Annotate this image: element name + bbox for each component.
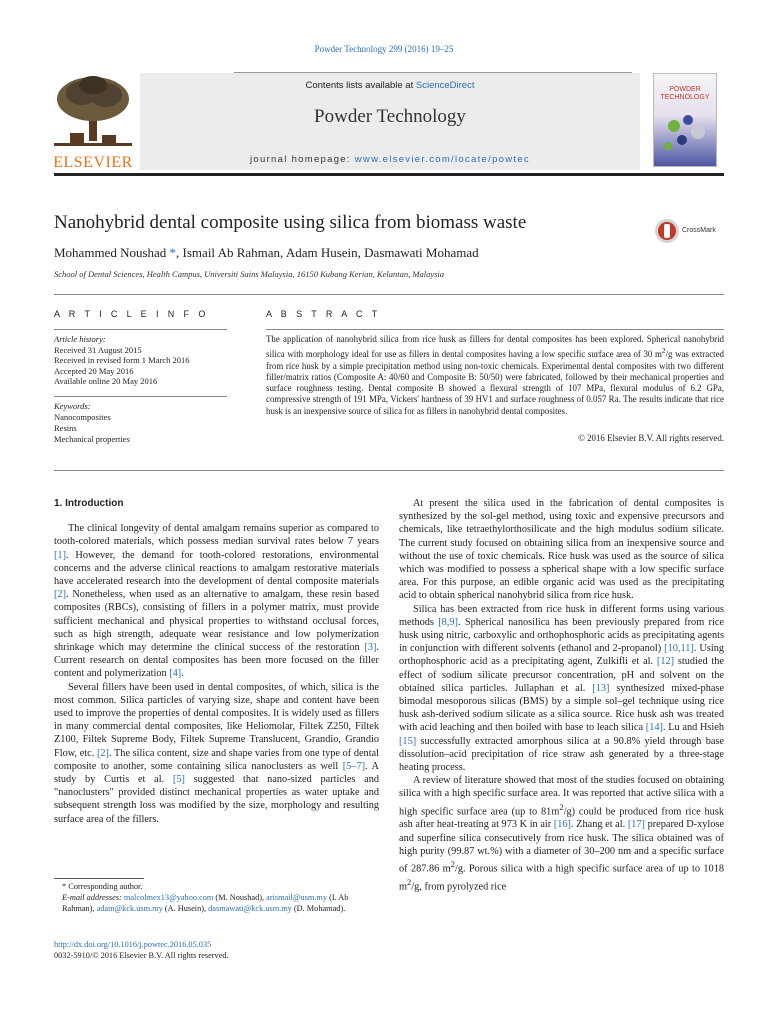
citation-link[interactable]: [12] (656, 656, 675, 668)
citation-link[interactable]: [16] (553, 819, 571, 831)
keywords-label: Keywords: (54, 401, 91, 411)
text-run: /g. Porous silica with a high specific surface area of up to 1018 m (399, 863, 724, 892)
citation-link[interactable]: [2] (96, 747, 109, 759)
doi-link[interactable]: http://dx.doi.org/10.1016/j.powtec.2016.05.035 (54, 940, 212, 949)
text-run: . Spherical nanosilica has been previously prepared from rice husk using nitric, carboxylic and orthophosphoric acids as precipitating agents in conjunction with different solvents (ethanol and 2-propanol) (399, 616, 724, 655)
article-info-heading: A R T I C L E I N F O (54, 309, 209, 319)
paper-title: Nanohybrid dental composite using silica from biomass waste (54, 212, 527, 233)
abstract-divider (54, 470, 724, 471)
journal-homepage (140, 154, 640, 165)
elsevier-tree-icon (52, 73, 134, 147)
text-run: . However, the demand for tooth-colored restorations, environmental concerns and the adverse clinical reactions to amalgam restorative materials have accelerated research into the development of dental composite materials (54, 549, 379, 588)
paragraph (54, 681, 379, 826)
keywords (54, 401, 234, 445)
superscript: 2 (407, 876, 412, 887)
section-heading: 1. Introduction (54, 498, 124, 509)
email-link[interactable]: dasmawati@kck.usm.my (208, 903, 292, 913)
citation-link[interactable]: [4] (169, 668, 182, 680)
abstract-superscript: 2 (661, 346, 666, 356)
history-label: Article history: (54, 334, 106, 344)
paragraph (399, 603, 724, 775)
email-link[interactable]: adam@kck.usm.my (96, 903, 163, 913)
text-run: prepared D-xylose and superfine silica consecutively from rice husk. The silica obtained was of high purity (99.87 wt.%) with a diameter of 30–200 nm and a specific surface of 287.86 m (399, 819, 724, 875)
text-run: Several fillers have been used in dental composites, of which, silica is the most common. Silica particles of varying size, shape and content have been used to improve the properties of dental composites. It is widely used as fillers in many commercial dental composites, like Heliomolar, Filtek Z250, Filtek Z100, Filtek Supreme Body, Filtek Supreme Translucent, Grandio, Grandio Flow, etc. (54, 681, 379, 759)
text-run: A review of literature showed that most of the studies focused on obtaining silica with a high specific surface area. It was reported that active silica with a high specific surface area (up to 81m (399, 775, 724, 818)
homepage-prefix: journal homepage: (250, 154, 355, 165)
history-item: Received 31 August 2015 (54, 344, 142, 355)
header-thick-rule (54, 173, 724, 176)
affiliation: School of Dental Sciences, Health Campus, Universiti Sains Malaysia, 16150 Kubang Kerian, Kelantan, Malaysia (54, 269, 445, 279)
citation-link[interactable]: [10,11] (664, 643, 694, 655)
text-run: . Zhang et al. (570, 819, 628, 831)
text-run: . Lu and Hsieh (662, 722, 725, 734)
history-item: Received in revised form 1 March 2016 (54, 355, 190, 366)
keyword-item: Mechanical properties (54, 434, 130, 444)
text-run: . The silica content, size and shape varies from one type of dental composite to another, some containing silica nanoclusters as well (54, 747, 379, 772)
abstract-copyright: © 2016 Elsevier B.V. All rights reserved. (578, 433, 724, 443)
superscript: 2 (559, 801, 564, 812)
cover-artwork-icon (654, 74, 716, 166)
corresponding-author-note: * Corresponding author. (62, 882, 143, 891)
journal-cover-thumbnail[interactable] (653, 73, 717, 167)
superscript: 2 (450, 858, 455, 869)
citation-link[interactable]: [17] (627, 819, 645, 831)
text-run: studied the effect of sodium silicate precursor concentration, pH and solvent on the obtained silica particles. Jullaphan et al. (399, 656, 724, 694)
body-right-column (399, 497, 724, 893)
article-info-rule (54, 329, 227, 330)
contents-prefix: Contents lists available at (305, 80, 416, 91)
cover-title-line2: TECHNOLOGY (660, 94, 710, 101)
body-left-column (54, 497, 379, 826)
keywords-rule (54, 396, 227, 397)
sciencedirect-link[interactable]: ScienceDirect (415, 80, 475, 91)
history-item: Accepted 20 May 2016 (54, 365, 134, 376)
email-link[interactable]: arismail@usm.my (266, 892, 328, 902)
crossmark-label: CrossMark (682, 227, 716, 234)
text-run: . Current research on dental composites has been more focused on the filler content and polymerization (54, 642, 379, 680)
journal-reference[interactable]: Powder Technology 299 (2016) 19–25 (314, 44, 454, 54)
footnote-rule (54, 878, 144, 879)
text-run: successfully extracted amorphous silica at a 90.8% yield through base dissolution–acid precipitation of rice straw ash generated by a three-stage heating process. (399, 735, 724, 774)
page-footer (54, 940, 379, 962)
crossmark-badge[interactable] (654, 218, 734, 244)
text-run: The clinical longevity of dental amalgam remains superior as compared to tooth-colored materials, which possess median survival rates below 7 years (54, 523, 379, 548)
email-addresses (54, 893, 379, 915)
abstract-heading: A B S T R A C T (266, 309, 381, 319)
citation-link[interactable]: [5] (172, 774, 185, 786)
journal-name: Powder Technology (314, 106, 466, 127)
author-list (54, 245, 644, 261)
author-1: Mohammed Noushad (54, 245, 167, 260)
email-link[interactable]: malcolmex13@yahoo.com (123, 892, 214, 902)
issn-copyright: 0032-5910/© 2016 Elsevier B.V. All rights reserved. (54, 950, 229, 960)
email-owner: (M. Noushad), (213, 892, 267, 902)
abstract-part: The application of nanohybrid silica from rice husk as fillers for dental composites has been explored. Spherical nanohybrid silica with morphology ideal for use as fillers in dental composites having a low specific surface area of 30 m (266, 334, 724, 360)
text-run: suggested that nano-sized particles and "nanoclusters" provided distinct mechanical properties as water uptake and subsequent strength loss was modified by the size, morphology and resulting surface area of the fillers. (54, 774, 379, 825)
homepage-link[interactable]: www.elsevier.com/locate/powtec (354, 154, 530, 165)
text-run: synthesized mixed-phase bimodal mesoporous silicas (BMS) by a simple sol–gel technique using rice husk ash-derived sodium silicate as a silica source. Rice husk ash was treated with acid leaching and then boiled with base to leach silica (399, 682, 724, 734)
text-run: . Nonetheless, when used as an alternative to amalgam, these resin based composites (RBCs), consisting of fillers in a polymer matrix, must provide sufficient mechanical and physical properties to withstand occlusal forces, such as high strength, adequate wear resistance and low polymerization shrinkage which may determine the clinical success of the restoration (54, 589, 379, 654)
citation-link[interactable]: [5–7] (342, 760, 366, 772)
citation-link[interactable]: [1] (54, 549, 67, 561)
publisher-name: ELSEVIER (53, 154, 133, 171)
paragraph: At present the silica used in the fabrication of dental composites is synthesized by the sol-gel method, using toxic and expensive precursors and chemicals, like tetraethylorthosilicate and the high modulus sodium silicate. The current study focused on obtaining silica from an inexpensive source and without the use of toxic chemicals. Rice husk was used as the source of silica which was modified to possess a spherical shape with a low specific surface area. For this purpose, an edible organic acid was used as the precipitating acid to obtain spherical nanohybrid silica from rice husk. (399, 498, 724, 602)
paragraph (399, 774, 724, 893)
contents-line (140, 80, 640, 91)
citation-link[interactable]: [2] (54, 589, 67, 601)
cover-title-line1: POWDER (669, 86, 701, 93)
text-run: . (181, 668, 184, 680)
abstract-text (266, 334, 724, 417)
citation-link[interactable]: [8,9] (438, 616, 458, 628)
other-authors: , Ismail Ab Rahman, Adam Husein, Dasmawati Mohamad (176, 245, 479, 260)
citation-link[interactable]: [15] (399, 735, 417, 747)
text-run: /g) could be produced from rice husk ash after heat-treating at 973 K in air (399, 806, 724, 831)
title-divider (54, 294, 724, 295)
keyword-item: Nanocomposites (54, 412, 111, 422)
citation-link[interactable]: [13] (592, 682, 610, 694)
text-run: . Using orthophosphoric acid as a precipitating agent, Zulkifli et al. (399, 643, 725, 668)
elsevier-logo[interactable] (52, 73, 134, 169)
footnote (54, 882, 379, 914)
citation-link[interactable]: [14] (645, 722, 663, 734)
abstract-part: /g was extracted from rice husk by a simple precipitation method using non-toxic chemicals. Experimental dental composites with two different filler/matrix ratios (Composite A: 40/60 and Composite B: 50/50) were fabricated, followed by their mechanical properties and surface roughness testing. Dental composite B showed a flexural strength of 107 MPa, flexural modulus of 6.2 GPa, compressive strength of 191 MPa, Vickers' hardness of 39 HV1 and surface roughness of 0.057 Ra. The results indicate that rice husk is an inexpensive source of silica for as fillers in nanohybrid dental composites. (266, 349, 724, 416)
text-run: /g, from pyrolyzed rice (411, 880, 507, 892)
abstract-rule (266, 329, 724, 330)
history-item: Available online 20 May 2016 (54, 376, 158, 387)
article-history (54, 334, 234, 387)
text-run: Silica has been extracted from rice husk in different forms using various methods (399, 603, 724, 628)
text-run: . A study by Curtis et al. (54, 760, 379, 786)
keyword-item: Resins (54, 423, 77, 433)
paragraph (54, 522, 379, 680)
citation-link[interactable]: [3] (364, 642, 377, 654)
email-owner: (I. Ab Rahman), (62, 892, 349, 913)
email-label: E-mail addresses: (62, 892, 124, 902)
corresponding-author-mark[interactable]: * (169, 245, 177, 260)
email-owner: (A. Husein), (162, 903, 209, 913)
crossmark-icon (654, 218, 680, 244)
email-owner: (D. Mohamad). (291, 903, 346, 913)
